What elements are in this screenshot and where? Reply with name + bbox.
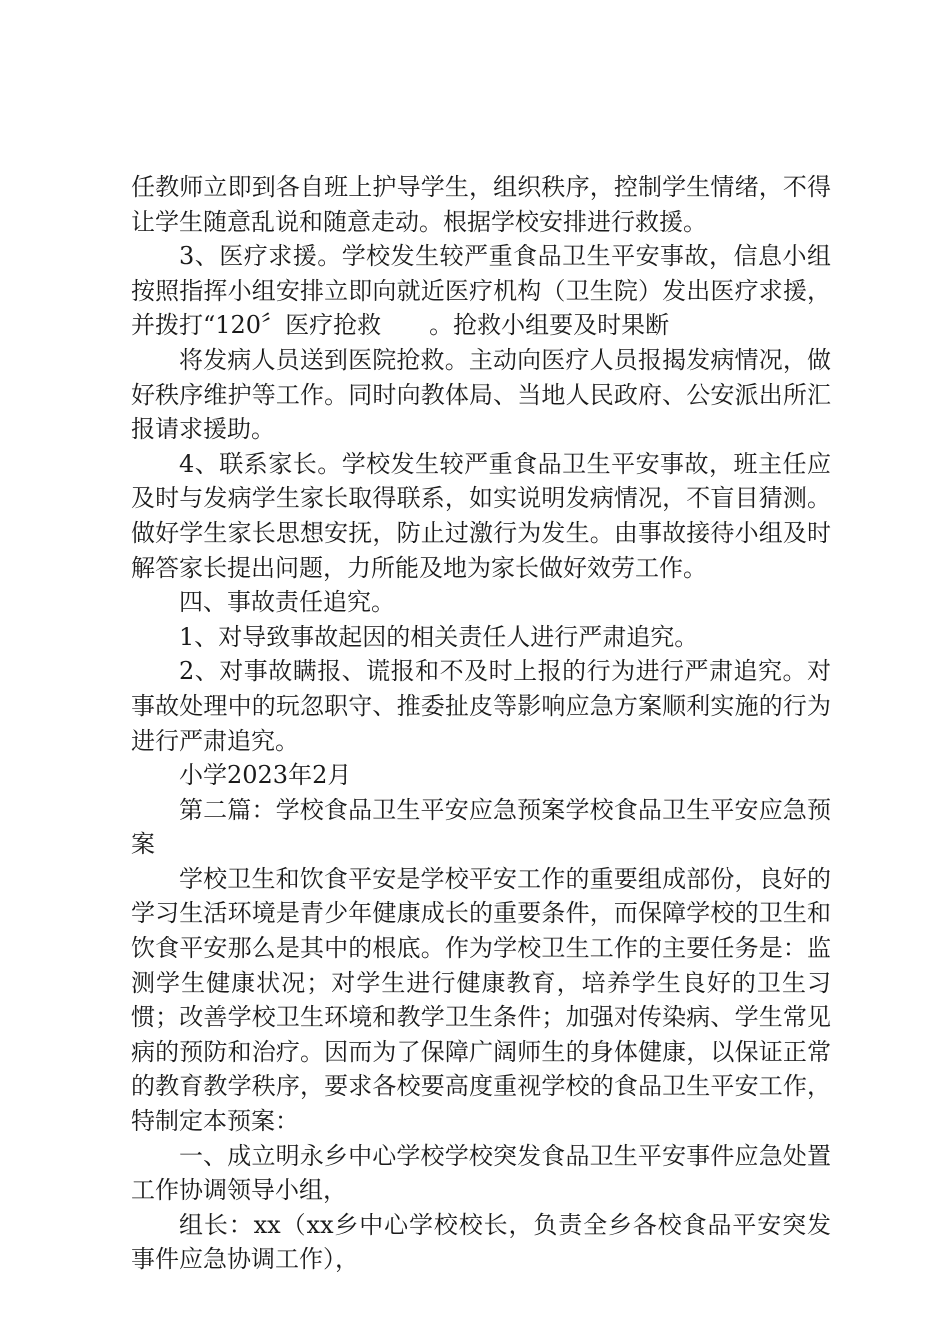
paragraph: 1、对导致事故起因的相关责任人进行严肃追究。 [179, 622, 699, 651]
paragraph: 4、联系家长。学校发生较严重食品卫生平安事故，班主任应及时与发病学生家长取得联系，如实说明发病情况，不盲目猜测。做好学生家长思想安抚，防止过激行为发生。由事故接待小组及时解答家长提出问题，力所能及地为家长做好效劳工作。 [131, 449, 831, 582]
section-heading: 四、事故责任追究。 [179, 588, 395, 617]
document-body [131, 170, 831, 1277]
paragraph: 学校卫生和饮食平安是学校平安工作的重要组成部份，良好的学习生活环境是青少年健康成长的重要条件，而保障学校的卫生和饮食平安那么是其中的根底。作为学校卫生工作的主要任务是：监测学生健康状况；对学生进行健康教育，培养学生良好的卫生习惯；改善学校卫生环境和教学卫生条件；加强对传染病、学生常见病的预防和治疗。因而为了保障广阔师生的身体健康，以保证正常的教育教学秩序，要求各校要高度重视学校的食品卫生平安工作，特制定本预案： [131, 864, 831, 1136]
paragraph: 3、医疗求援。学校发生较严重食品卫生平安事故，信息小组按照指挥小组安排立即向就近医疗机构（卫生院）发出医疗求援，并拨打“120〞医疗抢救 。抢救小组要及时果断 [131, 242, 831, 340]
paragraph: 2、对事故瞒报、谎报和不及时上报的行为进行严肃追究。对事故处理中的玩忽职守、推委扯皮等影响应急方案顺利实施的行为进行严肃追究。 [131, 657, 831, 755]
chapter-title: 第二篇：学校食品卫生平安应急预案学校食品卫生平安应急预案 [131, 795, 831, 859]
paragraph: 任教师立即到各自班上护导学生，组织秩序，控制学生情绪，不得让学生随意乱说和随意走动。根据学校安排进行救援。 [131, 173, 831, 236]
paragraph: 将发病人员送到医院抢救。主动向医疗人员报揭发病情况，做好秩序维护等工作。同时向教体局、当地人民政府、公安派出所汇报请求援助。 [131, 345, 831, 444]
section-heading: 一、成立明永乡中心学校学校突发食品卫生平安事件应急处置工作协调领导小组， [131, 1141, 831, 1205]
paragraph: 组长：xx（xx乡中心学校校长，负责全乡各校食品平安突发事件应急协调工作）， [131, 1210, 831, 1274]
signature-date: 小学2023年2月 [179, 761, 352, 790]
